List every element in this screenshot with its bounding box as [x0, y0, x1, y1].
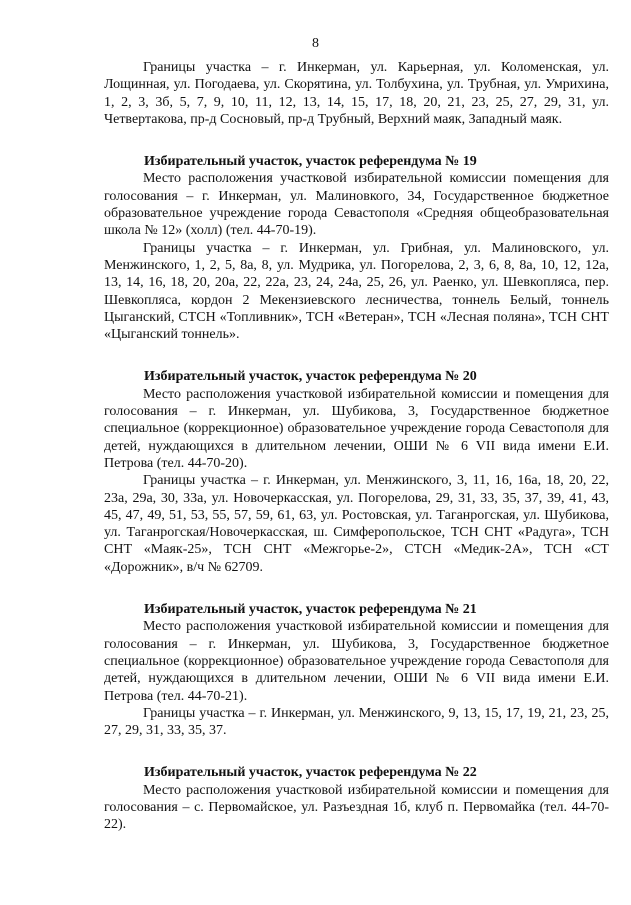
precinct-borders-paragraph: Границы участка – г. Инкерман, ул. Менжинского, 3, 11, 16, 16а, 18, 20, 22, 23а, 29а, 30, 33а, ул. Новочеркасская, ул. Погорелова, 29, 31, 33, 35, 37, 39, 41, 43, 45, 47, 49, 51, 53, 55, 57, 59, 61, 63, ул. Ростовская, ул. Таганрогская, ул. Шубикова, ул. Таганрогская/Новочеркасская, ш. Симферопольское, ТСН СНТ «Радуга», ТСН СНТ «Маяк-25», ТСН СНТ «Межгорье-2», СТСН «Медик-2А», ТСН «СТ «Дорожник», в/ч № 62709. — [104, 473, 609, 575]
precinct-location-paragraph: Место расположения участковой избирательной комиссии и помещения для голосования – г. Инкерман, ул. Шубикова, 3, Государственное бюджетное специальное (коррекционное) образовательное учреждение города Севастополя для детей, нуждающихся в длительном лечении, ОШИ № 6 VII вида имени Е.И. Петрова (тел. 44-70-20). — [104, 386, 609, 471]
precinct-borders-paragraph: Границы участка – г. Инкерман, ул. Менжинского, 9, 13, 15, 17, 19, 21, 23, 25, 27, 29, 31, 33, 35, 37. — [104, 705, 609, 739]
page-number: 8 — [312, 36, 319, 51]
precinct-heading: Избирательный участок, участок референдума № 22 — [144, 765, 477, 781]
precinct-section-21 — [104, 601, 609, 739]
precinct-section-19 — [104, 153, 609, 343]
precinct-heading: Избирательный участок, участок референдума № 19 — [144, 154, 477, 170]
precinct-section-22 — [104, 764, 609, 833]
precinct-location-paragraph: Место расположения участковой избирательной комиссии помещения для голосования – г. Инкерман, ул. Малиновкого, 34, Государственное бюджетное образовательное учреждение города Севастополя «Средняя общеобразовательная школа № 12» (холл) (тел. 44-70-19). — [104, 171, 609, 239]
precinct-heading: Избирательный участок, участок референдума № 20 — [144, 369, 477, 385]
precinct-location-paragraph: Место расположения участковой избирательной комиссии и помещения для голосования – г. Инкерман, ул. Шубикова, 3, Государственное бюджетное специальное (коррекционное) образовательное учреждение города Севастополя для детей, нуждающихся в длительном лечении, ОШИ № 6 VII вида имени Е.И. Петрова (тел. 44-70-21). — [104, 619, 609, 704]
precinct-location-paragraph: Место расположения участковой избирательной комиссии и помещения для голосования – с. Первомайское, ул. Разъездная 1б, клуб п. Первомайка (тел. 44-70-22). — [104, 782, 609, 833]
intro-borders-paragraph: Границы участка – г. Инкерман, ул. Карьерная, ул. Коломенская, ул. Лощинная, ул. Погодаева, ул. Скорятина, ул. Толбухина, ул. Трубная, ул. Умрихина, 1, 2, 3, 3б, 5, 7, 9, 10, 11, 12, 13, 14, 15, 17, 18, 20, 21, 23, 25, 27, 29, 31, ул. Четвертакова, пр-д Сосновый, пр-д Трубный, Верхний маяк, Западный маяк. — [104, 60, 609, 127]
precinct-borders-paragraph: Границы участка – г. Инкерман, ул. Грибная, ул. Малиновского, ул. Менжинского, 1, 2, 5, 8а, 8, ул. Мудрика, ул. Погорелова, 2, 3, 6, 8, 8а, 10, 12, 12а, 13, 14, 16, 18, 20, 20а, 22, 22а, 23, 24, 24а, 25, 26, ул. Раенко, ул. Шевкопляса, пер. Шевкопляса, кордон 2 Мекензиевского лесничества, тоннель Белый, тоннель Цыганский, СТСН «Топливник», ТСН «Ветеран», ТСН «Лесная поляна», ТСН СНТ «Цыганский тоннель». — [104, 240, 609, 343]
precinct-section-20 — [104, 368, 609, 576]
document-body — [104, 59, 609, 834]
precinct-heading: Избирательный участок, участок референдума № 21 — [144, 602, 477, 618]
